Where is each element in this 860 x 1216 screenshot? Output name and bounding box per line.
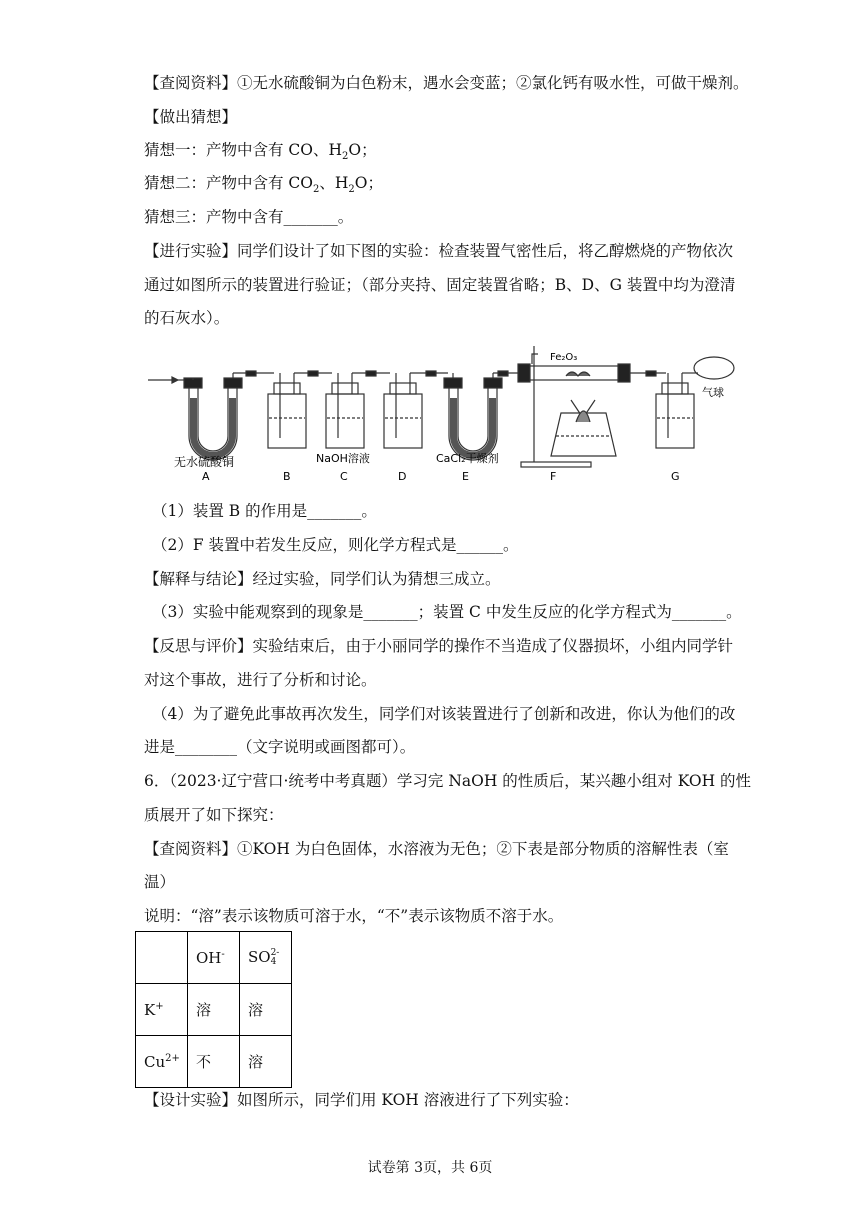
hypothesis-heading: 【做出猜想】 [144,108,238,126]
hypothesis-3: 猜想三：产物中含有_______。 [144,208,354,226]
note-line: 说明：“溶”表示该物质可溶于水，“不”表示该物质不溶于水。 [144,907,564,925]
cell: 溶 [240,984,292,1036]
row-k: K+ [136,984,188,1036]
hypothesis-1: 猜想一：产物中含有 CO、$H_2O$； [144,141,377,163]
hypothesis-2: 猜想二：产物中含有 $CO_2$、$H_2O$； [144,174,383,196]
letter-c: C [340,470,348,483]
table-corner [136,932,188,984]
apparatus-diagram [146,338,738,490]
reflection-line-1: 【反思与评价】实验结束后，由于小丽同学的操作不当造成了仪器损坏，小组内同学针 [144,637,734,655]
balloon-label: 气球 [702,386,724,399]
fe2o3-label: Fe₂O₃ [550,352,578,363]
question-3: （3）实验中能观察到的现象是_______；装置 C 中发生反应的化学方程式为_______。 [152,603,742,621]
question-1: （1）装置 B 的作用是_______。 [152,502,377,520]
experiment-line-1: 【进行实验】同学们设计了如下图的实验：检查装置气密性后，将乙醇燃烧的产物依次 [144,242,734,260]
conclusion-line: 【解释与结论】经过实验，同学们认为猜想三成立。 [144,570,501,588]
label-a: 无水硫酸铜 [174,455,235,469]
info-line-2: 【查阅资料】①KOH 为白色固体，水溶液为无色；②下表是部分物质的溶解性表（室 [144,840,729,858]
label-e: CaCl₂干燥剂 [436,452,499,465]
cell: 溶 [188,984,240,1036]
reflection-line-2: 对这个事故，进行了分析和讨论。 [144,671,377,689]
info-line-3: 温） [144,873,176,891]
question-4-line-1: （4）为了避免此事故再次发生，同学们对该装置进行了创新和改进，你认为他们的改 [152,705,736,723]
info-line: 【查阅资料】①无水硫酸铜为白色粉末，遇水会变蓝；②氯化钙有吸水性，可做干燥剂。 [144,74,749,92]
solubility-table [135,931,292,1088]
cell: 溶 [240,1036,292,1088]
letter-b: B [283,470,291,483]
cell: 不 [188,1036,240,1088]
letter-f: F [550,470,557,483]
header-oh: OH- [188,932,240,984]
problem-6-line-2: 质展开了如下探究： [144,806,284,824]
letter-a: A [202,470,210,483]
row-cu: $Cu^{2+}$ [136,1036,188,1088]
question-2: （2）F 装置中若发生反应，则化学方程式是______。 [152,536,519,554]
experiment-line-3: 的石灰水）。 [144,309,230,327]
question-4-line-2: 进是________（文字说明或画图都可）。 [144,738,416,756]
problem-6-line-1: 6．（2023·辽宁营口·统考中考真题）学习完 NaOH 的性质后，某兴趣小组对 KOH 的性 [144,772,752,790]
letter-g: G [671,470,680,483]
page-footer: 试卷第 3页，共 6页 [367,1160,493,1176]
header-so4: SO 2- 4 [240,932,292,984]
design-line: 【设计实验】如图所示，同学们用 KOH 溶液进行了下列实验： [144,1091,579,1109]
letter-d: D [398,470,407,483]
experiment-line-2: 通过如图所示的装置进行验证；（部分夹持、固定装置省略；B、D、G 装置中均为澄清 [144,276,736,294]
label-c: NaOH溶液 [316,452,370,465]
letter-e: E [462,470,469,483]
